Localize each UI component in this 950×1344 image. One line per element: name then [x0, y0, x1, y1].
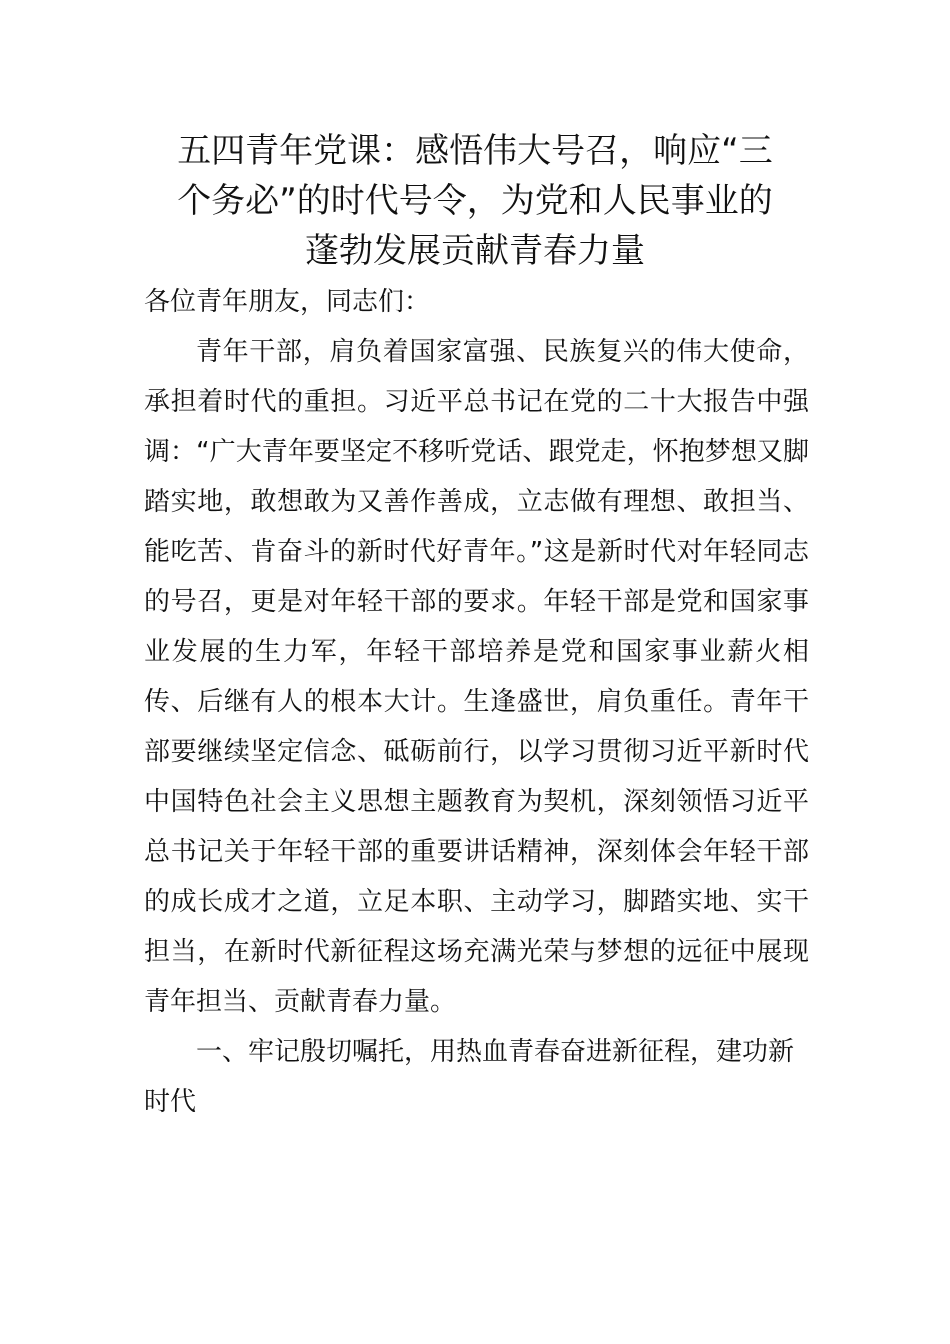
body-paragraph: 青年干部，肩负着国家富强、民族复兴的伟大使命，承担着时代的重担。习近平总书记在党的二十大报告中强调：“广大青年要坚定不移听党话、跟党走，怀抱梦想又脚踏实地，敢想敢为又善作善成，立志做有理想、敢担当、能吃苦、肯奋斗的新时代好青年。”这是新时代对年轻同志的号召，更是对年轻干部的要求。年轻干部是党和国家事业发展的生力军，年轻干部培养是党和国家事业薪火相传、后继有人的根本大计。生逢盛世，肩负重任。青年干部要继续坚定信念、砥砺前行，以学习贯彻习近平新时代中国特色社会主义思想主题教育为契机，深刻领悟习近平总书记关于年轻干部的重要讲话精神，深刻体会年轻干部的成长成才之道，立足本职、主动学习，脚踏实地、实干担当，在新时代新征程这场充满光荣与梦想的远征中展现青年担当、贡献青春力量。	[144, 337, 809, 1017]
title-line-2: 个务必”的时代号令，为党和人民事业的	[177, 181, 773, 221]
salutation: 各位青年朋友，同志们：	[144, 287, 431, 317]
title-line-3: 蓬勃发展贡献青春力量	[305, 231, 645, 271]
section-heading: 一、牢记殷切嘱托，用热血青春奋进新征程，建功新时代	[144, 1037, 795, 1117]
document-title	[140, 126, 810, 276]
title-line-1: 五四青年党课：感悟伟大号召，响应“三	[177, 131, 773, 171]
